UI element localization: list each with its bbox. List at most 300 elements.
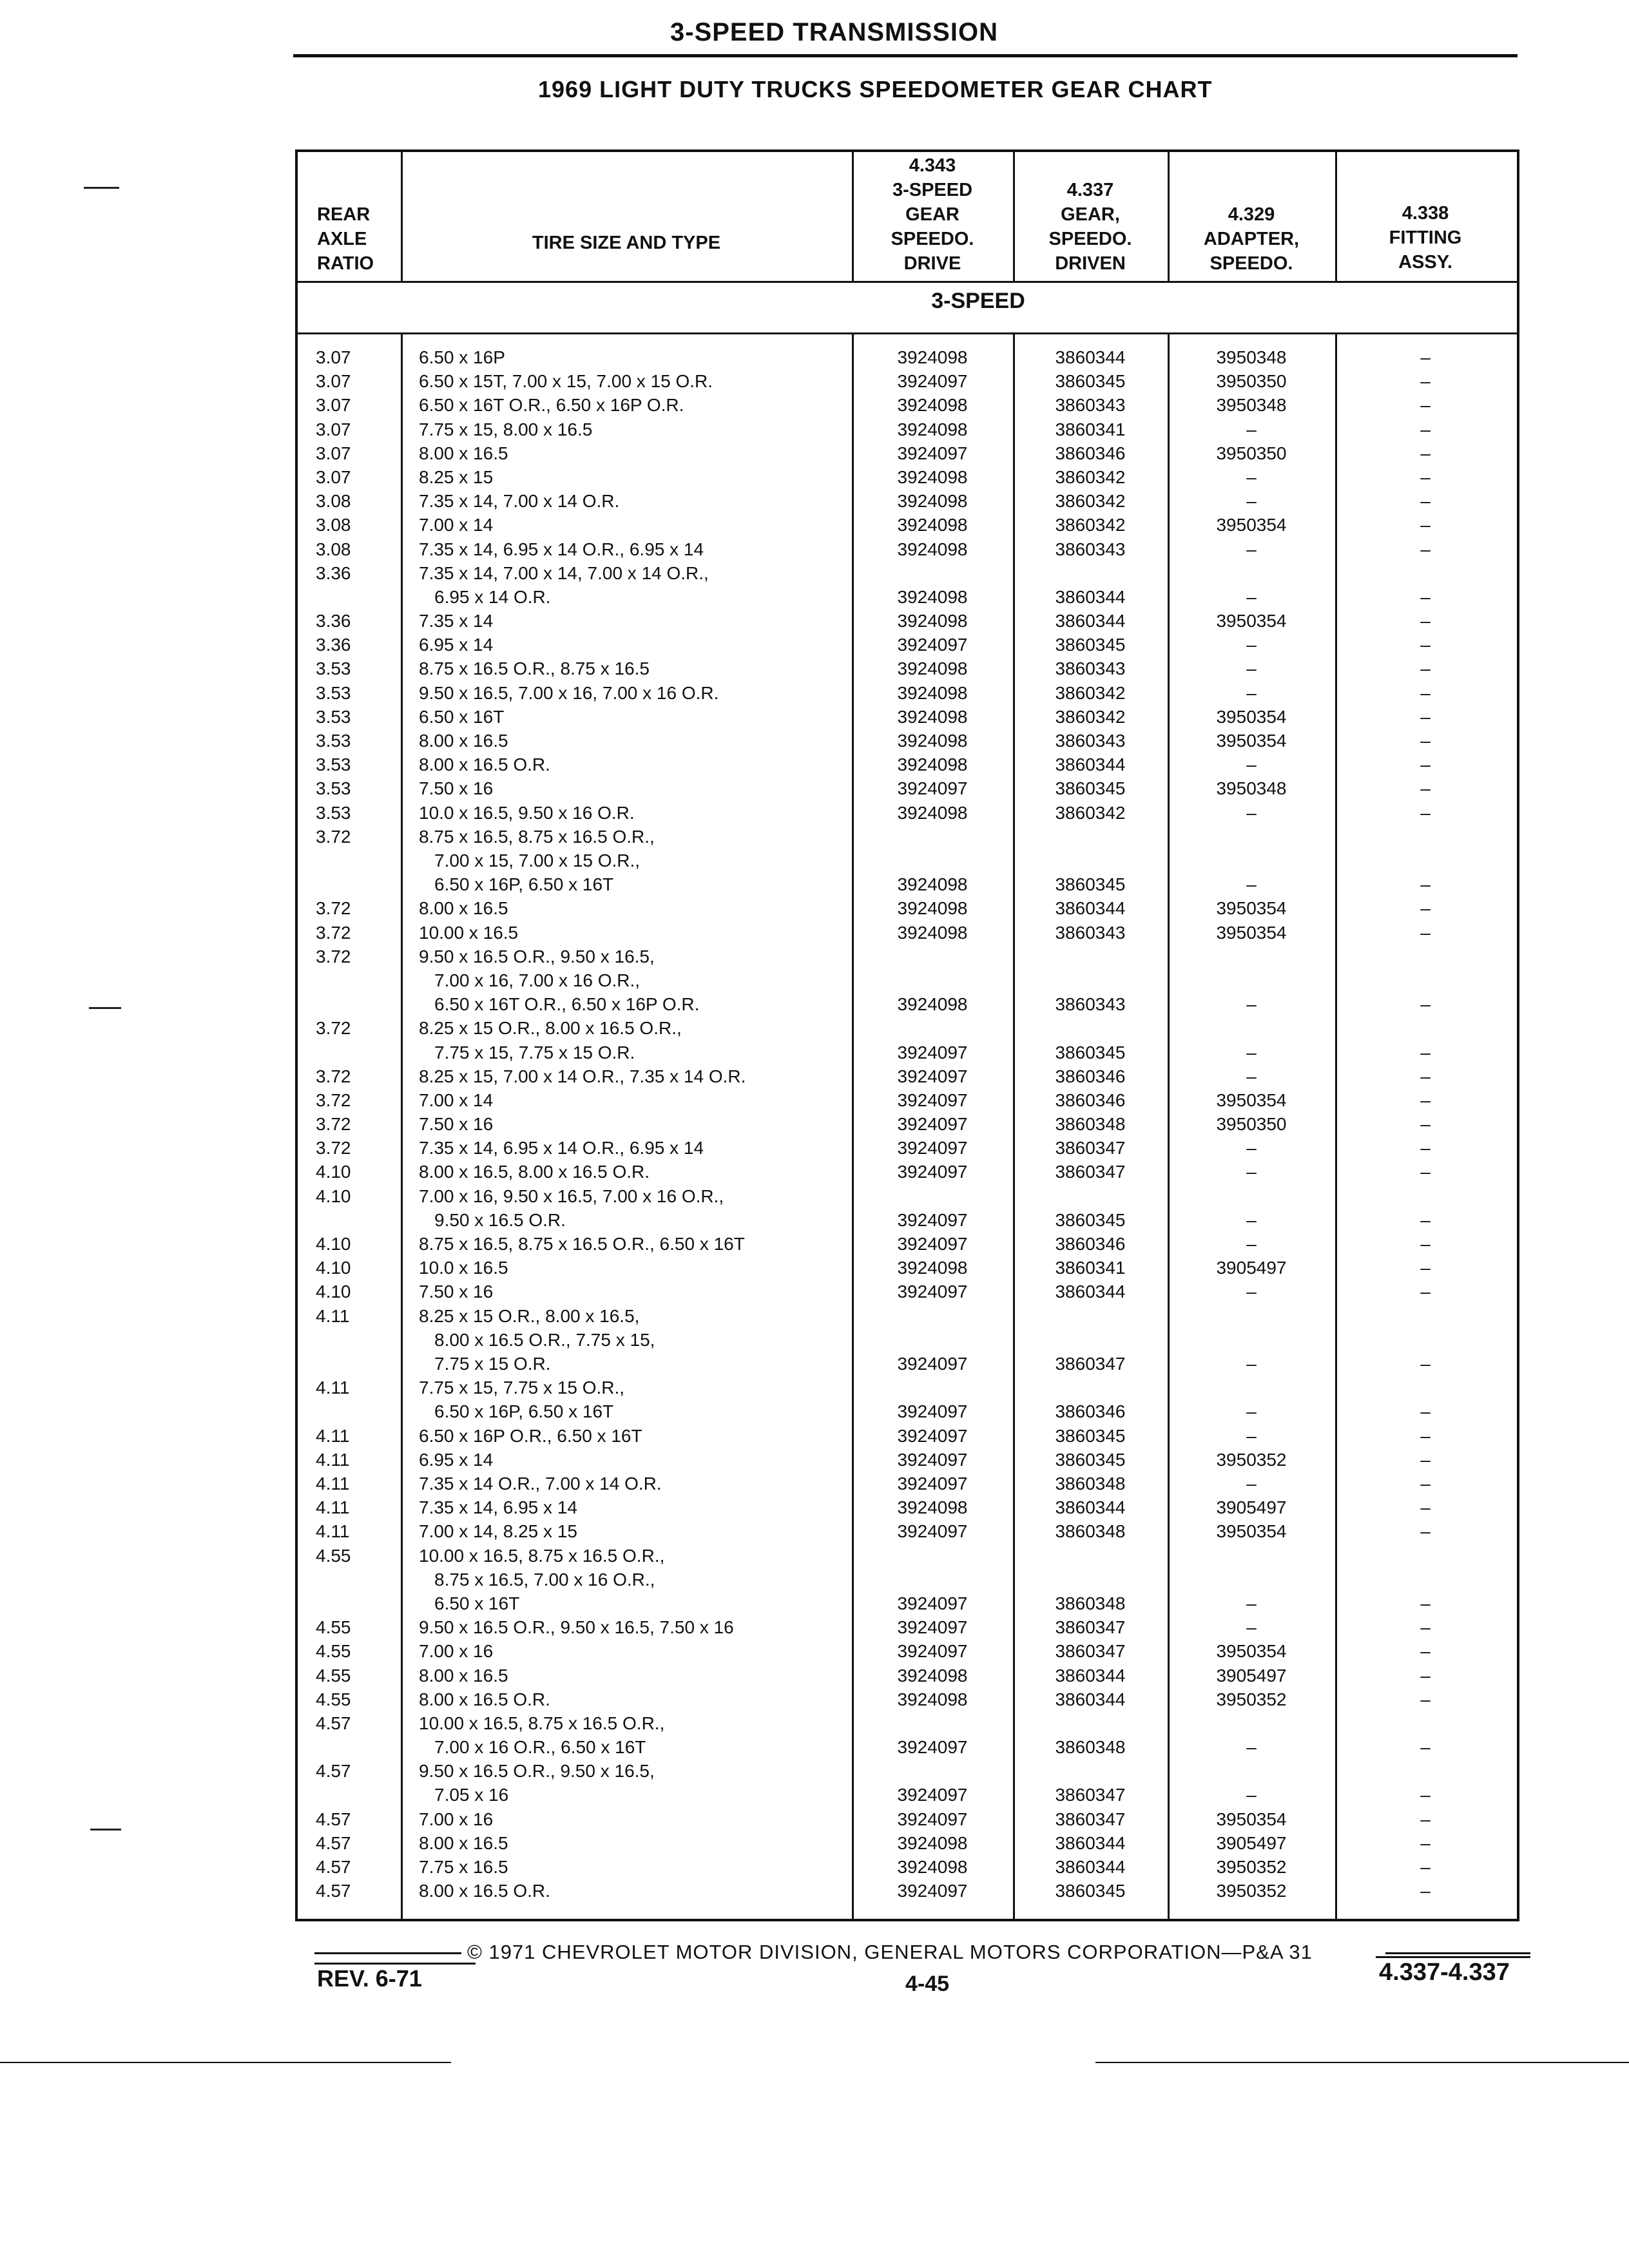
tire-size-line: 6.50 x 16P O.R., 6.50 x 16T: [419, 1425, 642, 1446]
gear-drive-part: 3924098: [897, 1689, 968, 1709]
header-line: 3-SPEED: [892, 180, 973, 200]
gear-driven-part: 3860344: [1055, 1282, 1126, 1302]
fitting-part: –: [1420, 802, 1431, 823]
tire-size-line: 6.50 x 16P, 6.50 x 16T: [434, 1401, 614, 1422]
gear-driven-part: 3860342: [1055, 515, 1126, 535]
gear-drive-part: 3924097: [897, 1090, 968, 1110]
gear-drive-part: 3924097: [897, 1234, 968, 1254]
tire-size-line: 7.00 x 16: [419, 1641, 494, 1662]
gear-drive-part: 3924098: [897, 1832, 968, 1853]
table-row: [298, 633, 1517, 657]
tire-size-line: 7.35 x 14, 6.95 x 14 O.R., 6.95 x 14: [419, 1138, 704, 1158]
gear-drive-part: 3924097: [897, 1282, 968, 1302]
table-row: [298, 705, 1517, 729]
gear-driven-part: 3860345: [1055, 1209, 1126, 1230]
adapter-part: 3950350: [1216, 1114, 1287, 1135]
table-row: [298, 1088, 1517, 1112]
revision-date: REV. 6-71: [317, 1965, 422, 1992]
table-row: [298, 441, 1517, 465]
fitting-part: –: [1420, 1282, 1431, 1302]
gear-drive-part: 3924098: [897, 706, 968, 727]
axle-ratio: 3.53: [316, 754, 351, 775]
adapter-part: –: [1246, 1066, 1257, 1086]
gear-driven-part: 3860342: [1055, 682, 1126, 703]
axle-ratio: 4.10: [316, 1162, 351, 1182]
axle-ratio: 4.55: [316, 1665, 351, 1686]
table-row: [298, 1639, 1517, 1663]
header-rear-axle-ratio: [298, 152, 401, 281]
table-row: [298, 418, 1517, 441]
adapter-part: 3950354: [1216, 611, 1287, 631]
gear-drive-part: 3924097: [897, 1354, 968, 1374]
adapter-part: –: [1246, 1785, 1257, 1805]
adapter-part: 3950354: [1216, 731, 1287, 751]
gear-driven-part: 3860344: [1055, 1689, 1126, 1709]
fitting-part: –: [1420, 778, 1431, 799]
tire-size-line: 8.00 x 16.5: [419, 898, 508, 919]
table-row: [298, 1016, 1517, 1064]
table-row: [298, 801, 1517, 825]
gear-driven-part: 3860343: [1055, 539, 1126, 559]
fitting-part: –: [1420, 1042, 1431, 1062]
gear-drive-part: 3924098: [897, 539, 968, 559]
tire-size-line: 6.50 x 16T: [419, 706, 505, 727]
gear-drive-part: 3924098: [897, 1497, 968, 1518]
gear-driven-part: 3860348: [1055, 1521, 1126, 1542]
table-row: [298, 1376, 1517, 1423]
axle-ratio: 3.53: [316, 706, 351, 727]
gear-drive-part: 3924097: [897, 1809, 968, 1829]
table-row: [298, 465, 1517, 489]
fitting-part: –: [1420, 1641, 1431, 1662]
axle-ratio: 3.07: [316, 347, 351, 367]
axle-ratio: 3.72: [316, 1018, 351, 1039]
table-row: [298, 1136, 1517, 1160]
fitting-part: –: [1420, 1737, 1431, 1758]
axle-ratio: 3.72: [316, 1114, 351, 1135]
header-gear-driven: [1013, 152, 1168, 281]
adapter-part: –: [1246, 1162, 1257, 1182]
gear-drive-part: 3924098: [897, 611, 968, 631]
header-line: AXLE: [317, 229, 367, 249]
adapter-part: –: [1246, 874, 1257, 895]
axle-ratio: 3.72: [316, 922, 351, 943]
adapter-part: 3950352: [1216, 1857, 1287, 1878]
gear-driven-part: 3860345: [1055, 1425, 1126, 1446]
axle-ratio: 4.10: [316, 1234, 351, 1254]
axle-ratio: 3.07: [316, 419, 351, 439]
fitting-part: –: [1420, 1066, 1431, 1086]
axle-ratio: 3.36: [316, 635, 351, 655]
tire-size-line: 10.00 x 16.5: [419, 922, 519, 943]
gear-drive-part: 3924098: [897, 682, 968, 703]
adapter-part: –: [1246, 1737, 1257, 1758]
fitting-part: –: [1420, 1114, 1431, 1135]
axle-ratio: 4.57: [316, 1713, 351, 1733]
table-row: [298, 1879, 1517, 1903]
section-rule: [298, 332, 1517, 334]
gear-drive-part: 3924098: [897, 419, 968, 439]
fitting-part: –: [1420, 1521, 1431, 1542]
fitting-part: –: [1420, 1785, 1431, 1805]
table-row: [298, 681, 1517, 705]
tire-size-line: 6.50 x 16P: [419, 347, 505, 367]
header-line: GEAR: [905, 204, 959, 225]
axle-ratio: 3.53: [316, 658, 351, 679]
tire-size-line: 7.35 x 14: [419, 611, 494, 631]
tire-size-line: 8.00 x 16.5: [419, 443, 508, 463]
adapter-part: 3950350: [1216, 371, 1287, 392]
table-row: [298, 729, 1517, 753]
footer-rule-right: [1385, 1952, 1530, 1954]
gear-drive-part: 3924098: [897, 1857, 968, 1878]
tire-size-line: 7.00 x 14: [419, 1090, 494, 1110]
margin-mark: [90, 1829, 121, 1831]
header-line: ASSY.: [1398, 252, 1452, 273]
fitting-part: –: [1420, 1425, 1431, 1446]
tire-size-line: 7.00 x 14, 8.25 x 15: [419, 1521, 577, 1542]
tire-size-line: 7.75 x 15, 7.75 x 15 O.R.: [434, 1042, 635, 1062]
adapter-part: 3905497: [1216, 1665, 1287, 1686]
fitting-part: –: [1420, 443, 1431, 463]
tire-size-line: 7.75 x 15, 8.00 x 16.5: [419, 419, 593, 439]
table-row: [298, 1304, 1517, 1376]
adapter-part: –: [1246, 1473, 1257, 1494]
table-row: [298, 1280, 1517, 1303]
gear-driven-part: 3860347: [1055, 1785, 1126, 1805]
tire-size-line: 8.75 x 16.5 O.R., 8.75 x 16.5: [419, 658, 650, 679]
adapter-part: 3950354: [1216, 1809, 1287, 1829]
axle-ratio: 4.55: [316, 1545, 351, 1566]
fitting-part: –: [1420, 1809, 1431, 1829]
table-row: [298, 393, 1517, 417]
fitting-part: –: [1420, 1258, 1431, 1278]
header-line: TIRE SIZE AND TYPE: [532, 233, 721, 253]
table-row: [298, 1448, 1517, 1472]
axle-ratio: 4.11: [316, 1449, 350, 1470]
table-row: [298, 609, 1517, 633]
gear-driven-part: 3860342: [1055, 706, 1126, 727]
gear-driven-part: 3860348: [1055, 1114, 1126, 1135]
table-row: [298, 1615, 1517, 1639]
gear-drive-part: 3924097: [897, 1138, 968, 1158]
adapter-part: –: [1246, 682, 1257, 703]
gear-driven-part: 3860344: [1055, 754, 1126, 775]
gear-drive-part: 3924097: [897, 1881, 968, 1901]
fitting-part: –: [1420, 1354, 1431, 1374]
gear-driven-part: 3860346: [1055, 443, 1126, 463]
table-row: [298, 1831, 1517, 1855]
table-row: [298, 1807, 1517, 1831]
adapter-part: –: [1246, 994, 1257, 1015]
gear-driven-part: 3860347: [1055, 1641, 1126, 1662]
fitting-part: –: [1420, 1401, 1431, 1422]
table-row: [298, 1112, 1517, 1136]
fitting-part: –: [1420, 611, 1431, 631]
gear-drive-part: 3924097: [897, 1593, 968, 1613]
gear-driven-part: 3860345: [1055, 1449, 1126, 1470]
gear-driven-part: 3860343: [1055, 658, 1126, 679]
gear-drive-part: 3924097: [897, 1209, 968, 1230]
header-line: DRIVE: [903, 253, 961, 274]
header-line: 4.343: [909, 155, 956, 176]
table-row: [298, 753, 1517, 776]
adapter-part: 3950348: [1216, 395, 1287, 416]
tire-size-line: 10.0 x 16.5: [419, 1258, 508, 1278]
gear-driven-part: 3860346: [1055, 1401, 1126, 1422]
table-row: [298, 513, 1517, 537]
adapter-part: 3950348: [1216, 778, 1287, 799]
gear-driven-part: 3860342: [1055, 491, 1126, 512]
axle-ratio: 3.08: [316, 491, 351, 512]
fitting-part: –: [1420, 1665, 1431, 1686]
fitting-part: –: [1420, 395, 1431, 416]
axle-ratio: 4.10: [316, 1258, 351, 1278]
tire-size-line: 7.35 x 14, 6.95 x 14: [419, 1497, 577, 1518]
adapter-part: –: [1246, 1282, 1257, 1302]
table-row: [298, 1687, 1517, 1711]
table-row: [298, 1855, 1517, 1879]
adapter-part: 3905497: [1216, 1832, 1287, 1853]
header-line: FITTING: [1389, 227, 1462, 248]
table-row: [298, 1544, 1517, 1616]
gear-drive-part: 3924098: [897, 586, 968, 607]
gear-driven-part: 3860347: [1055, 1617, 1126, 1638]
axle-ratio: 3.08: [316, 515, 351, 535]
fitting-part: –: [1420, 1617, 1431, 1638]
fitting-part: –: [1420, 1449, 1431, 1470]
fitting-part: –: [1420, 874, 1431, 895]
axle-ratio: 3.07: [316, 395, 351, 416]
fitting-part: –: [1420, 466, 1431, 487]
gear-driven-part: 3860346: [1055, 1234, 1126, 1254]
axle-ratio: 3.07: [316, 466, 351, 487]
table-row: [298, 921, 1517, 945]
table-row: [298, 1711, 1517, 1759]
adapter-part: –: [1246, 1401, 1257, 1422]
axle-ratio: 4.11: [316, 1521, 350, 1542]
adapter-part: 3950348: [1216, 347, 1287, 367]
header-line: 4.337: [1066, 180, 1114, 200]
tire-size-line: 8.25 x 15 O.R., 8.00 x 16.5 O.R.,: [419, 1018, 682, 1039]
gear-driven-part: 3860345: [1055, 371, 1126, 392]
page-number: 4-45: [905, 1972, 950, 1996]
table-row: [298, 657, 1517, 680]
tire-size-line: 8.00 x 16.5 O.R.: [419, 1689, 550, 1709]
gear-drive-part: 3924097: [897, 1617, 968, 1638]
adapter-part: –: [1246, 491, 1257, 512]
tire-size-line: 8.00 x 16.5: [419, 1665, 508, 1686]
axle-ratio: 4.57: [316, 1881, 351, 1901]
fitting-part: –: [1420, 898, 1431, 919]
axle-ratio: 3.08: [316, 539, 351, 559]
tire-size-line: 6.50 x 16T O.R., 6.50 x 16P O.R.: [419, 395, 684, 416]
adapter-part: –: [1246, 419, 1257, 439]
tire-size-line: 7.35 x 14, 6.95 x 14 O.R., 6.95 x 14: [419, 539, 704, 559]
tire-size-line: 7.75 x 15 O.R.: [434, 1354, 551, 1374]
tire-size-line: 8.00 x 16.5 O.R., 7.75 x 15,: [434, 1329, 655, 1350]
header-line: DRIVEN: [1055, 253, 1126, 274]
gear-drive-part: 3924098: [897, 466, 968, 487]
adapter-part: 3950354: [1216, 515, 1287, 535]
tire-size-line: 7.35 x 14 O.R., 7.00 x 14 O.R.: [419, 1473, 662, 1494]
axle-ratio: 3.36: [316, 611, 351, 631]
fitting-part: –: [1420, 1162, 1431, 1182]
gear-driven-part: 3860344: [1055, 347, 1126, 367]
tire-size-line: 7.00 x 16 O.R., 6.50 x 16T: [434, 1737, 646, 1758]
adapter-part: –: [1246, 1209, 1257, 1230]
gear-drive-part: 3924098: [897, 994, 968, 1015]
fitting-part: –: [1420, 1138, 1431, 1158]
adapter-part: 3950354: [1216, 898, 1287, 919]
gear-drive-part: 3924097: [897, 1114, 968, 1135]
tire-size-line: 9.50 x 16.5 O.R., 9.50 x 16.5,: [419, 1761, 655, 1782]
adapter-part: 3950350: [1216, 443, 1287, 463]
header-line: 4.338: [1402, 203, 1449, 224]
tire-size-line: 9.50 x 16.5 O.R., 9.50 x 16.5,: [419, 946, 655, 966]
fitting-part: –: [1420, 706, 1431, 727]
gear-driven-part: 3860345: [1055, 1042, 1126, 1062]
axle-ratio: 4.11: [316, 1305, 350, 1326]
gear-drive-part: 3924097: [897, 778, 968, 799]
tire-size-line: 6.50 x 16P, 6.50 x 16T: [434, 874, 614, 895]
adapter-part: –: [1246, 658, 1257, 679]
tire-size-line: 8.00 x 16.5, 8.00 x 16.5 O.R.: [419, 1162, 650, 1182]
tire-size-line: 7.00 x 16: [419, 1809, 494, 1829]
adapter-part: –: [1246, 802, 1257, 823]
fitting-part: –: [1420, 1593, 1431, 1613]
gear-drive-part: 3924097: [897, 635, 968, 655]
tire-size-line: 8.75 x 16.5, 7.00 x 16 O.R.,: [434, 1569, 655, 1590]
fitting-part: –: [1420, 586, 1431, 607]
fitting-part: –: [1420, 1209, 1431, 1230]
gear-driven-part: 3860341: [1055, 1258, 1126, 1278]
gear-driven-part: 3860343: [1055, 395, 1126, 416]
fitting-part: –: [1420, 922, 1431, 943]
gear-driven-part: 3860345: [1055, 778, 1126, 799]
axle-ratio: 4.11: [316, 1497, 350, 1518]
footer-rule-left: [314, 1952, 461, 1954]
gear-drive-part: 3924098: [897, 515, 968, 535]
tire-size-line: 9.50 x 16.5 O.R.: [434, 1209, 566, 1230]
fitting-part: –: [1420, 658, 1431, 679]
tire-size-line: 8.75 x 16.5, 8.75 x 16.5 O.R.,: [419, 826, 655, 847]
axle-ratio: 3.53: [316, 731, 351, 751]
fitting-part: –: [1420, 1473, 1431, 1494]
tire-size-line: 7.00 x 15, 7.00 x 15 O.R.,: [434, 850, 641, 870]
fitting-part: –: [1420, 371, 1431, 392]
tire-size-line: 7.75 x 15, 7.75 x 15 O.R.,: [419, 1378, 625, 1398]
axle-ratio: 4.57: [316, 1857, 351, 1878]
adapter-part: –: [1246, 1138, 1257, 1158]
margin-mark: [84, 187, 119, 189]
gear-driven-part: 3860344: [1055, 1857, 1126, 1878]
gear-drive-part: 3924097: [897, 1521, 968, 1542]
table-row: [298, 825, 1517, 897]
gear-drive-part: 3924097: [897, 1425, 968, 1446]
tire-size-line: 8.75 x 16.5, 8.75 x 16.5 O.R., 6.50 x 16T: [419, 1234, 745, 1254]
gear-driven-part: 3860345: [1055, 1881, 1126, 1901]
axle-ratio: 4.55: [316, 1689, 351, 1709]
tire-size-line: 8.25 x 15: [419, 466, 494, 487]
gear-drive-part: 3924097: [897, 1066, 968, 1086]
axle-ratio: 3.53: [316, 682, 351, 703]
gear-driven-part: 3860341: [1055, 419, 1126, 439]
gear-driven-part: 3860348: [1055, 1737, 1126, 1758]
table-row: [298, 1232, 1517, 1256]
adapter-part: –: [1246, 1617, 1257, 1638]
gear-drive-part: 3924098: [897, 754, 968, 775]
adapter-part: –: [1246, 1042, 1257, 1062]
gear-driven-part: 3860347: [1055, 1138, 1126, 1158]
table-row: [298, 1424, 1517, 1448]
axle-ratio: 4.57: [316, 1809, 351, 1829]
chart-rows: [298, 345, 1517, 1903]
tire-size-line: 7.00 x 16, 7.00 x 16 O.R.,: [434, 970, 641, 990]
table-row: [298, 1064, 1517, 1088]
gear-drive-part: 3924098: [897, 491, 968, 512]
adapter-part: 3950354: [1216, 1641, 1287, 1662]
gear-drive-part: 3924098: [897, 395, 968, 416]
fitting-part: –: [1420, 1689, 1431, 1709]
gear-drive-part: 3924097: [897, 1737, 968, 1758]
header-line: RATIO: [317, 253, 374, 274]
chart-title: 1969 LIGHT DUTY TRUCKS SPEEDOMETER GEAR CHART: [538, 76, 1213, 102]
axle-ratio: 3.72: [316, 1066, 351, 1086]
table-row: [298, 489, 1517, 513]
tire-size-line: 7.00 x 16, 9.50 x 16.5, 7.00 x 16 O.R.,: [419, 1186, 724, 1206]
axle-ratio: 4.11: [316, 1378, 350, 1398]
axle-ratio: 3.72: [316, 898, 351, 919]
gear-driven-part: 3860344: [1055, 898, 1126, 919]
tire-size-line: 7.35 x 14, 7.00 x 14 O.R.: [419, 491, 620, 512]
fitting-part: –: [1420, 1881, 1431, 1901]
gear-driven-part: 3860344: [1055, 1497, 1126, 1518]
footer-rule-bottom-right: [1376, 1956, 1530, 1958]
gear-driven-part: 3860344: [1055, 1665, 1126, 1686]
table-row: [298, 1519, 1517, 1543]
gear-driven-part: 3860343: [1055, 731, 1126, 751]
gear-drive-part: 3924097: [897, 1449, 968, 1470]
tire-size-line: 8.00 x 16.5: [419, 1832, 508, 1853]
table-row: [298, 1472, 1517, 1495]
header-adapter: [1168, 152, 1335, 281]
adapter-part: 3905497: [1216, 1258, 1287, 1278]
table-row: [298, 1495, 1517, 1519]
tire-size-line: 7.50 x 16: [419, 778, 494, 799]
section-label: 3-SPEED: [931, 289, 1025, 313]
gear-driven-part: 3860344: [1055, 1832, 1126, 1853]
axle-ratio: 4.10: [316, 1282, 351, 1302]
table-row: [298, 1759, 1517, 1807]
axle-ratio: 4.11: [316, 1473, 350, 1494]
speedometer-gear-chart: [295, 149, 1519, 1921]
footer-rule-bottom-left: [314, 1963, 476, 1965]
axle-ratio: 4.57: [316, 1761, 351, 1782]
table-row: [298, 345, 1517, 369]
gear-drive-part: 3924098: [897, 658, 968, 679]
tire-size-line: 8.00 x 16.5 O.R.: [419, 1881, 550, 1901]
margin-mark: [89, 1007, 121, 1009]
axle-ratio: 4.55: [316, 1641, 351, 1662]
tire-size-line: 6.95 x 14 O.R.: [434, 586, 551, 607]
header-tire-size: [401, 152, 852, 281]
gear-drive-part: 3924098: [897, 898, 968, 919]
axle-ratio: 3.72: [316, 1138, 351, 1158]
fitting-part: –: [1420, 754, 1431, 775]
tire-size-line: 8.25 x 15 O.R., 8.00 x 16.5,: [419, 1305, 640, 1326]
tire-size-line: 6.95 x 14: [419, 635, 494, 655]
